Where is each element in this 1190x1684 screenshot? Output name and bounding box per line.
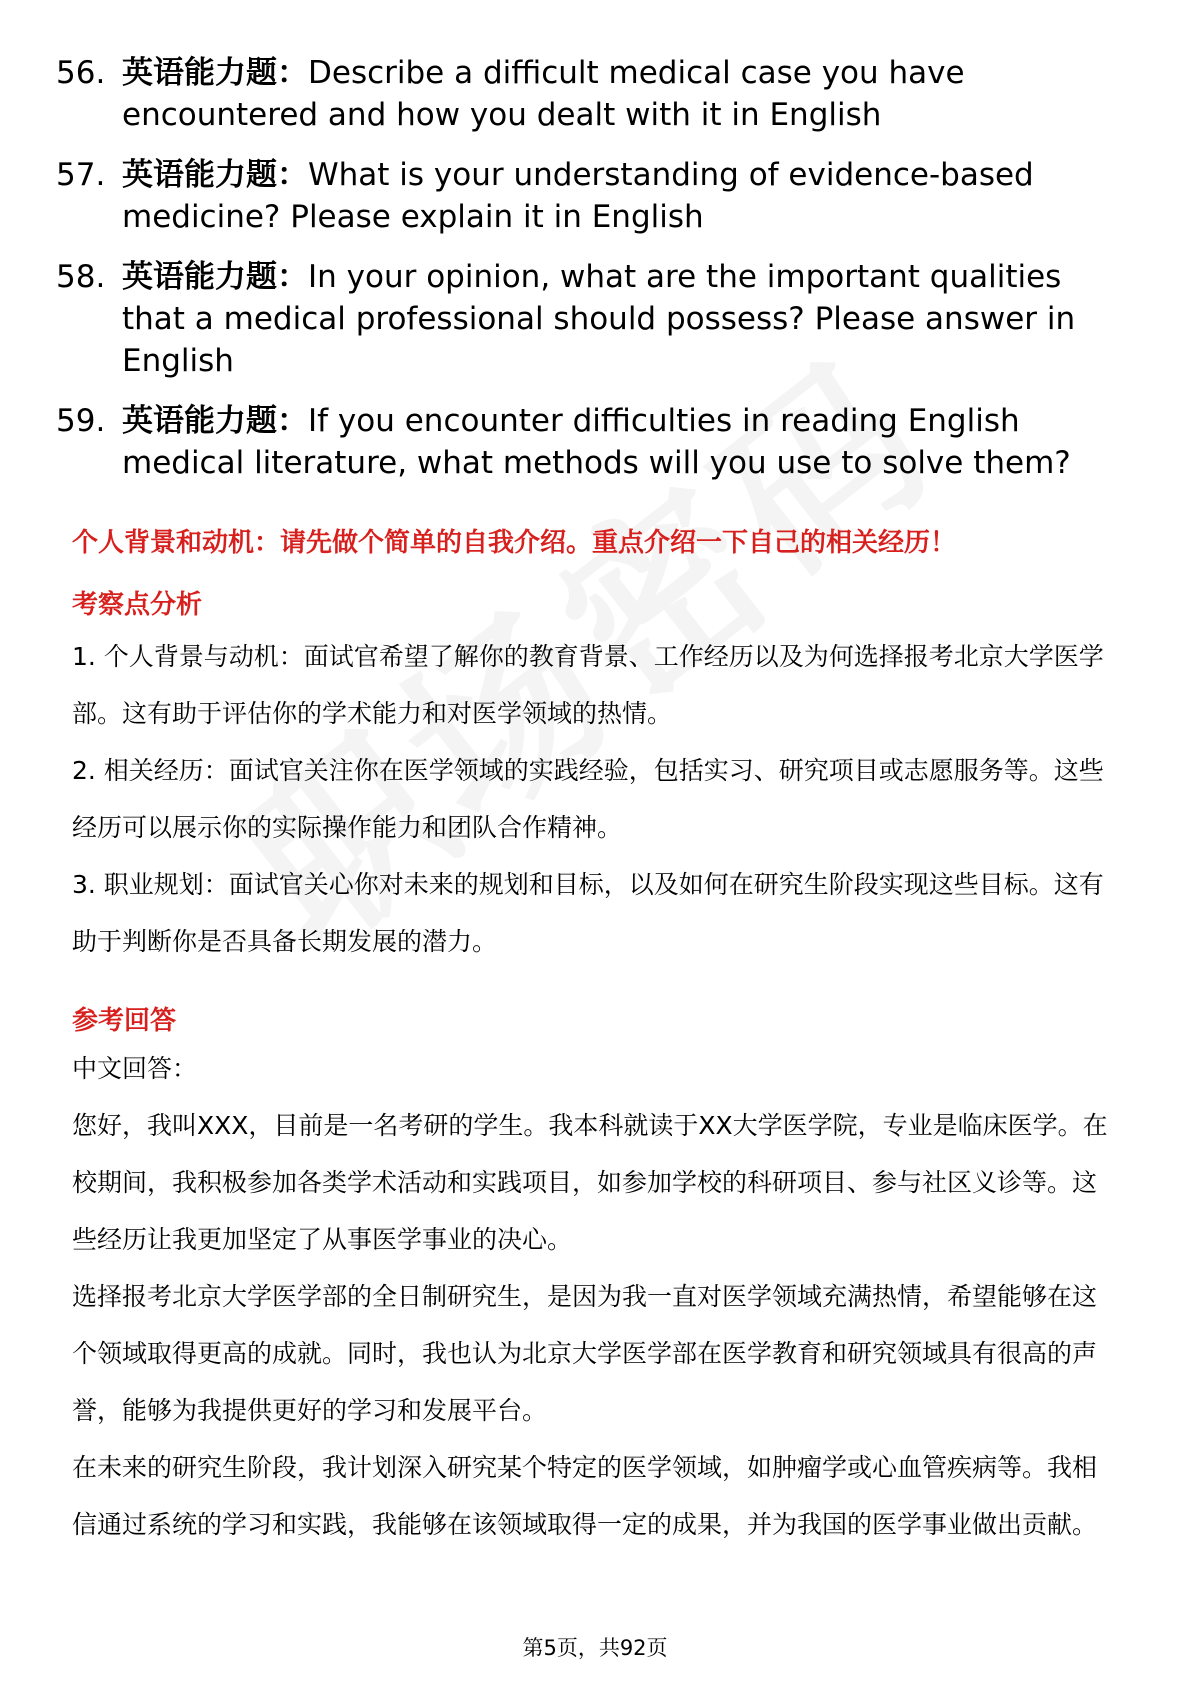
question-item	[56, 154, 1116, 238]
analysis-point: 3. 职业规划：面试官关心你对未来的规划和目标，以及如何在研究生阶段实现这些目标。这有助于判断你是否具备长期发展的潜力。	[72, 870, 1104, 956]
question-item	[56, 256, 1116, 382]
question-tag: 英语能力题：	[122, 403, 308, 439]
question-item	[56, 52, 1116, 136]
question-tag: 英语能力题：	[122, 55, 308, 91]
question-number: 59.	[56, 403, 106, 439]
question-list	[56, 52, 1116, 502]
question-item	[56, 400, 1116, 484]
analysis-points	[72, 628, 1118, 970]
question-number: 58.	[56, 259, 106, 295]
analysis-point: 1. 个人背景与动机：面试官希望了解你的教育背景、工作经历以及为何选择报考北京大学医学部。这有助于评估你的学术能力和对医学领域的热情。	[72, 642, 1104, 728]
answer-paragraph: 选择报考北京大学医学部的全日制研究生，是因为我一直对医学领域充满热情，希望能够在这个领域取得更高的成就。同时，我也认为北京大学医学部在医学教育和研究领域具有很高的声誉，能够为我提供更好的学习和发展平台。	[72, 1282, 1098, 1425]
question-text: Describe a difficult medical case you have encountered and how you dealt with it in English	[122, 55, 965, 133]
reference-answer	[72, 1040, 1118, 1553]
question-text: In your opinion, what are the important qualities that a medical professional should possess? Please answer in English	[122, 259, 1076, 379]
question-tag: 英语能力题：	[122, 157, 308, 193]
page-number: 第5页，共92页	[522, 1636, 668, 1660]
answer-label: 中文回答：	[72, 1054, 198, 1083]
question-title: 个人背景和动机：请先做个简单的自我介绍。重点介绍一下自己的相关经历！	[72, 528, 957, 558]
question-number: 56.	[56, 55, 106, 91]
answer-paragraph: 在未来的研究生阶段，我计划深入研究某个特定的医学领域，如肿瘤学或心血管疾病等。我相信通过系统的学习和实践，我能够在该领域取得一定的成果，并为我国的医学事业做出贡献。	[72, 1453, 1098, 1539]
analysis-heading: 考察点分析	[72, 590, 203, 620]
question-number: 57.	[56, 157, 106, 193]
question-text: If you encounter difficulties in reading English medical literature, what methods will you use to solve them?	[122, 403, 1071, 481]
question-text: What is your understanding of evidence-based medicine? Please explain it in English	[122, 157, 1034, 235]
answer-paragraph: 您好，我叫XXX，目前是一名考研的学生。我本科就读于XX大学医学院，专业是临床医学。在校期间，我积极参加各类学术活动和实践项目，如参加学校的科研项目、参与社区义诊等。这些经历让我更加坚定了从事医学事业的决心。	[72, 1111, 1108, 1254]
reference-heading: 参考回答	[72, 1006, 177, 1036]
analysis-point: 2. 相关经历：面试官关注你在医学领域的实践经验，包括实习、研究项目或志愿服务等。这些经历可以展示你的实际操作能力和团队合作精神。	[72, 756, 1104, 842]
question-tag: 英语能力题：	[122, 259, 308, 295]
